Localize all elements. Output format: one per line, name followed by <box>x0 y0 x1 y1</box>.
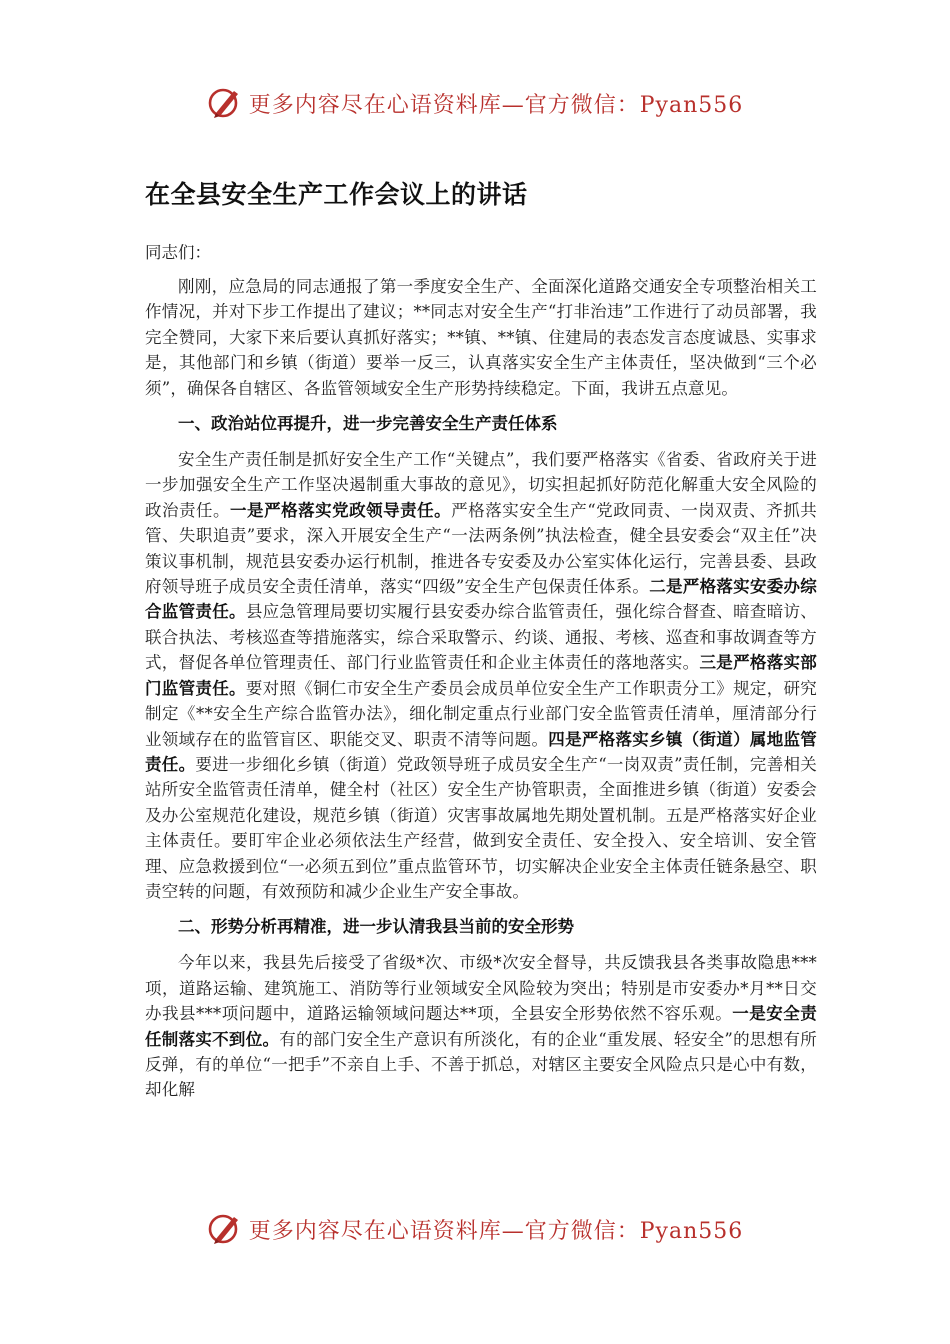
pen-logo-icon <box>207 85 243 121</box>
section-heading-1: 一、政治站位再提升，进一步完善安全生产责任体系 <box>178 414 558 434</box>
footer-watermark-banner <box>0 1204 950 1254</box>
bold-point-2: 二是严格落实安委办综合监管责任。 <box>145 577 818 622</box>
section1-paragraph: 安全生产责任制是抓好安全生产工作“关键点”，我们要严格落实《省委、省政府关于进一步加强安全生产工作坚决遏制重大事故的意见》，切实担起抓好防范化解重大安全风险的政治责任。一是严格落实党政领导责任。严格落实安全生产“党政同责、一岗双责、齐抓共管、失职追责”要求，深入开展安全生产“一法两条例”执法检查，健全县安委会“双主任”决策议事机制，规范县安委办运行机制，推进各专安委及办公室实体化运行，完善县委、县政府领导班子成员安全责任清单，落实“四级”安全生产包保责任体系。二是严格落实安委办综合监管责任。县应急管理局要切实履行县安委办综合监管责任，强化综合督查、暗查暗访、联合执法、考核巡查等措施落实，综合采取警示、约谈、通报、考核、巡查和事故调查等方式，督促各单位管理责任、部门行业监管责任和企业主体责任的落地落实。三是严格落实部门监管责任。要对照《铜仁市安全生产委员会成员单位安全生产工作职责分工》规定，研究制定《**安全生产综合监管办法》，细化制定重点行业部门安全监管责任清单，厘清部分行业领域存在的监管盲区、职能交叉、职责不清等问题。四是严格落实乡镇（街道）属地监管责任。要进一步细化乡镇（街道）党政领导班子成员安全生产“一岗双责”责任制，完善相关站所安全监管责任清单，健全村（社区）安全生产协管职责，全面推进乡镇（街道）安委会及办公室规范化建设，规范乡镇（街道）灾害事故属地先期处置机制。五是严格落实好企业主体责任。要盯牢企业必须依法生产经营，做到安全责任、安全投入、安全培训、安全管理、应急救援到位“一必须五到位”重点监管环节，切实解决企业安全主体责任链条悬空、职责空转的问题，有效预防和减少企业生产安全事故。 <box>145 450 818 901</box>
header-watermark-banner <box>0 78 950 128</box>
section-heading-2: 二、形势分析再精准，进一步认清我县当前的安全形势 <box>178 917 574 937</box>
pen-logo-icon <box>207 1211 243 1247</box>
bold-point-3: 三是严格落实部门监管责任。 <box>145 653 817 698</box>
watermark-text: 更多内容尽在心语资料库—官方微信：Pyan556 <box>248 1218 744 1244</box>
intro-paragraph: 刚刚，应急局的同志通报了第一季度安全生产、全面深化道路交通安全专项整治相关工作情况，并对下步工作提出了建议；**同志对安全生产“打非治违”工作进行了动员部署，我完全赞同，大家下来后要认真抓好落实；**镇、**镇、住建局的表态发言态度诚恳、实事求是，其他部门和乡镇（街道）要举一反三，认真落实安全生产主体责任，坚决做到“三个必须”，确保各自辖区、各监管领域安全生产形势持续稳定。下面，我讲五点意见。 <box>145 277 817 398</box>
section2-paragraph: 今年以来，我县先后接受了省级*次、市级*次安全督导，共反馈我县各类事故隐患***项，道路运输、建筑施工、消防等行业领域安全风险较为突出；特别是市安委办*月**日交办我县***项问题中，道路运输领域问题达**项，全县安全形势依然不容乐观。一是安全责任制落实不到位。有的部门安全生产意识有所淡化，有的企业“重发展、轻安全”的思想有所反弹，有的单位“一把手”不亲自上手、不善于抓总，对辖区主要安全风险点只是心中有数，却化解 <box>145 953 817 1100</box>
bold-point-4: 四是严格落实乡镇（街道）属地监管责任。 <box>145 729 817 774</box>
watermark-text: 更多内容尽在心语资料库—官方微信：Pyan556 <box>248 92 744 118</box>
document-title: 在全县安全生产工作会议上的讲话 <box>145 180 528 209</box>
bold-point-5: 一是安全责任制落实不到位。 <box>145 1004 817 1049</box>
document-body <box>145 170 817 1103</box>
bold-point-1: 一是严格落实党政领导责任。 <box>230 500 452 520</box>
greeting: 同志们： <box>145 243 211 262</box>
